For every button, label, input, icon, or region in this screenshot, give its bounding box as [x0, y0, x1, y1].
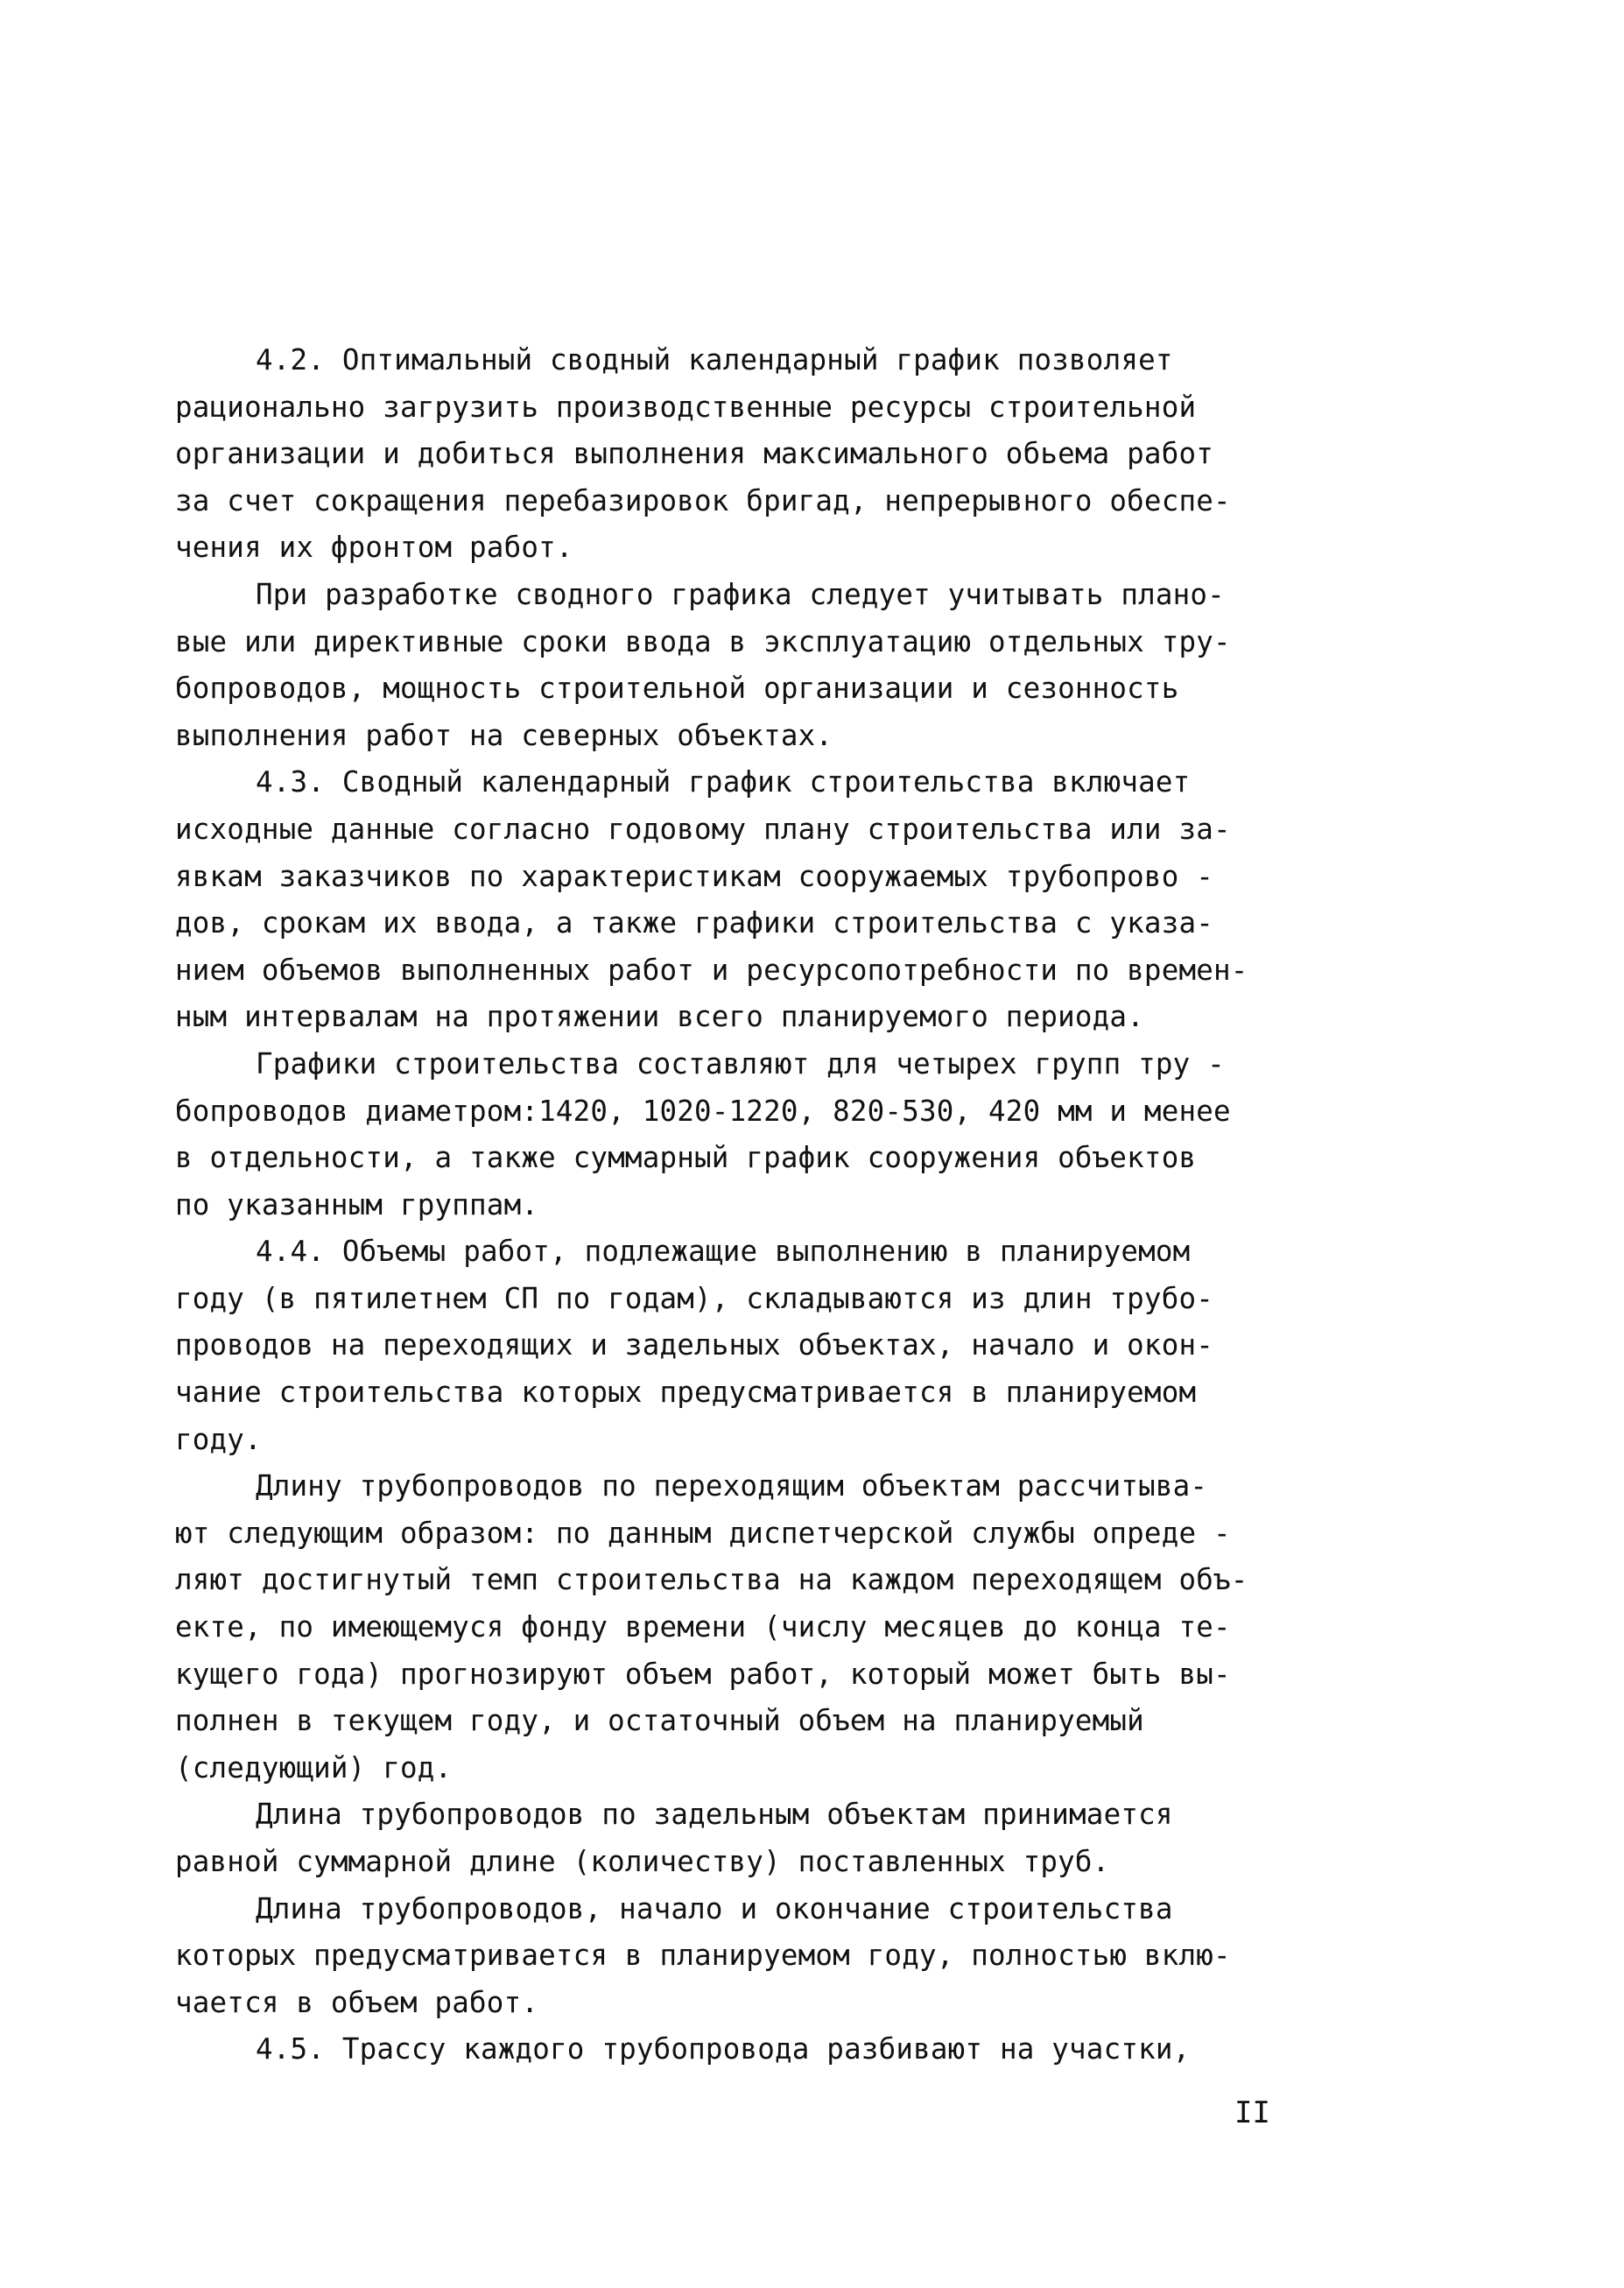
text-line: рационально загрузить производственные ресурсы строительной [175, 390, 1197, 424]
text-line: 4.2. Оптимальный сводный календарный график позволяет [256, 343, 1173, 377]
text-line: дов, срокам их ввода, а также графики строительства с указа- [175, 906, 1213, 940]
text-line: Графики строительства составляют для четырех групп тру - [256, 1046, 1225, 1081]
text-line: году. [175, 1422, 262, 1456]
text-line: Длину трубопроводов по переходящим объектам рассчитыва- [256, 1469, 1208, 1503]
text-line: в отдельности, а также суммарный график сооружения объектов [175, 1141, 1197, 1175]
text-line: ют следующим образом: по данным диспетчерской службы опреде - [175, 1516, 1231, 1550]
document-page [175, 337, 1313, 2073]
page-number: II [1234, 2095, 1270, 2130]
text-line: проводов на переходящих и задельных объектах, начало и окон- [175, 1328, 1213, 1362]
text-line: чание строительства которых предусматривается в планируемом [175, 1376, 1197, 1410]
text-line: чается в объем работ. [175, 1985, 539, 2019]
text-line: 4.3. Сводный календарный график строительства включает [256, 765, 1191, 799]
text-line: екте, по имеющемуся фонду времени (числу месяцев до конца те- [175, 1610, 1231, 1644]
text-line: бопроводов, мощность строительной организации и сезонность [175, 672, 1179, 706]
text-line: исходные данные согласно годовому плану строительства или за- [175, 812, 1231, 846]
text-line: ным интервалам на протяжении всего планируемого периода. [175, 1000, 1144, 1034]
text-line: 4.5. Трассу каждого трубопровода разбивают на участки, [256, 2032, 1191, 2066]
text-line: году (в пятилетнем СП по годам), складываются из длин трубо- [175, 1281, 1213, 1315]
text-line: по указанным группам. [175, 1187, 539, 1221]
text-line: полнен в текущем году, и остаточный объем на планируемый [175, 1704, 1144, 1738]
text-line: кущего года) прогнозируют объем работ, который может быть вы- [175, 1657, 1231, 1691]
text-line: Длина трубопроводов, начало и окончание строительства [256, 1891, 1173, 1925]
text-line: за счет сокращения перебазировок бригад, непрерывного обеспе- [175, 483, 1231, 517]
text-line: вые или директивные сроки ввода в эксплуатацию отдельных тру- [175, 624, 1231, 658]
text-line: равной суммарной длине (количеству) поставленных труб. [175, 1845, 1110, 1878]
text-line: явкам заказчиков по характеристикам сооружаемых трубопрово - [175, 859, 1213, 893]
text-line: бопроводов диаметром:1420, 1020-1220, 820-530, 420 мм и менее [175, 1094, 1231, 1128]
text-line: нием объемов выполненных работ и ресурсопотребности по времен- [175, 953, 1248, 987]
text-line: чения их фронтом работ. [175, 531, 573, 565]
text-line: которых предусматривается в планируемом году, полностью вклю- [175, 1939, 1231, 1973]
text-line: 4.4. Объемы работ, подлежащие выполнению в планируемом [256, 1235, 1191, 1269]
text-line: выполнения работ на северных объектах. [175, 718, 833, 752]
text-line: ляют достигнутый темп строительства на каждом переходящем объ- [175, 1563, 1248, 1597]
text-line: (следующий) год. [175, 1750, 453, 1785]
text-line: Длина трубопроводов по задельным объектам принимается [256, 1798, 1173, 1832]
text-line: При разработке сводного графика следует учитывать плано- [256, 577, 1225, 611]
text-line: организации и добиться выполнения максимального обьема работ [175, 437, 1213, 471]
